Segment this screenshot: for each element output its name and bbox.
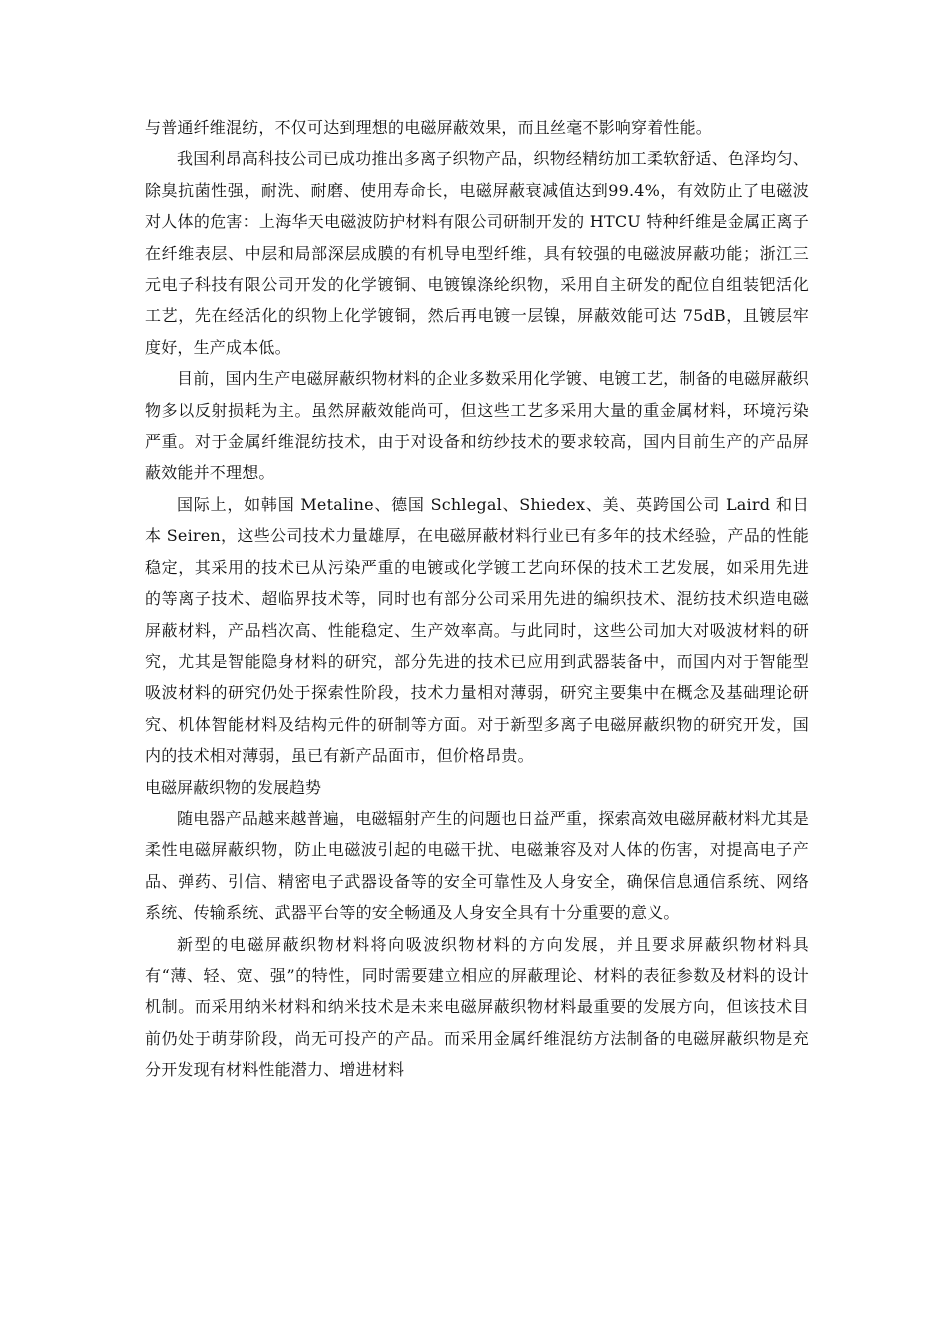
paragraph-significance: 随电器产品越来越普遍，电磁辐射产生的问题也日益严重，探索高效电磁屏蔽材料尤其是柔性电磁屏蔽织物，防止电磁波引起的电磁干扰、电磁兼容及对人体的伤害，对提高电子产品、弹药、引信、精密电子武器设备等的安全可靠性及人身安全，确保信息通信系统、网络系统、传输系统、武器平台等的安全畅通及人身安全具有十分重要的意义。 (145, 808, 809, 923)
paragraph-future-direction: 新型的电磁屏蔽织物材料将向吸波织物材料的方向发展，并且要求屏蔽织物材料具有“薄、轻、宽、强”的特性，同时需要建立相应的屏蔽理论、材料的表征参数及材料的设计机制。而采用纳米材料和纳米技术是未来电磁屏蔽织物材料最重要的发展方向，但该技术目前仍处于萌芽阶段，尚无可投产的产品。而采用金属纤维混纺方法制备的电磁屏蔽织物是充分开发现有材料性能潜力、增进材料 (145, 934, 809, 1080)
paragraph-continuation: 与普通纤维混纺，不仅可达到理想的电磁屏蔽效果，而且丝毫不影响穿着性能。 (145, 118, 713, 137)
document-page (145, 112, 809, 1086)
paragraph-domestic-status: 目前，国内生产电磁屏蔽织物材料的企业多数采用化学镀、电镀工艺，制备的电磁屏蔽织物多以反射损耗为主。虽然屏蔽效能尚可，但这些工艺多采用大量的重金属材料，环境污染严重。对于金属纤维混纺技术，由于对设备和纺纱技术的要求较高，国内目前生产的产品屏蔽效能并不理想。 (145, 369, 809, 483)
section-heading-development-trend: 电磁屏蔽织物的发展趋势 (145, 777, 322, 797)
paragraph-international-status: 国际上，如韩国 Metaline、德国 Schlegal、Shiedex、美、英跨国公司 Laird 和日本 Seiren，这些公司技术力量雄厚，在电磁屏蔽材料行业已有多年的技术经验，产品的性能稳定，其采用的技术已从污染严重的电镀或化学镀工艺向环保的技术工艺发展，如采用先进的等离子技术、超临界技术等，同时也有部分公司采用先进的编织技术、混纺技术织造电磁屏蔽材料，产品档次高、性能稳定、生产效率高。与此同时，这些公司加大对吸波材料的研究，尤其是智能隐身材料的研究，部分先进的技术已应用到武器装备中，而国内对于智能型吸波材料的研究仍处于探索性阶段，技术力量相对薄弱，研究主要集中在概念及基础理论研究、机体智能材料及结构元件的研制等方面。对于新型多离子电磁屏蔽织物的研究开发，国内的技术相对薄弱，虽已有新产品面市，但价格昂贵。 (145, 494, 809, 766)
paragraph-domestic-products: 我国利昂高科技公司已成功推出多离子织物产品，织物经精纺加工柔软舒适、色泽均匀、除臭抗菌性强，耐洗、耐磨、使用寿命长，电磁屏蔽衰减值达到99.4%，有效防止了电磁波对人体的危害：上海华天电磁波防护材料有限公司研制开发的 HTCU 特种纤维是金属正离子在纤维表层、中层和局部深层成膜的有机导电型纤维，具有较强的电磁波屏蔽功能；浙江三元电子科技有限公司开发的化学镀铜、电镀镍涤纶织物，采用自主研发的配位自组装钯活化工艺，先在经活化的织物上化学镀铜，然后再电镀一层镍，屏蔽效能可达 75dB，且镀层牢度好，生产成本低。 (145, 149, 809, 357)
